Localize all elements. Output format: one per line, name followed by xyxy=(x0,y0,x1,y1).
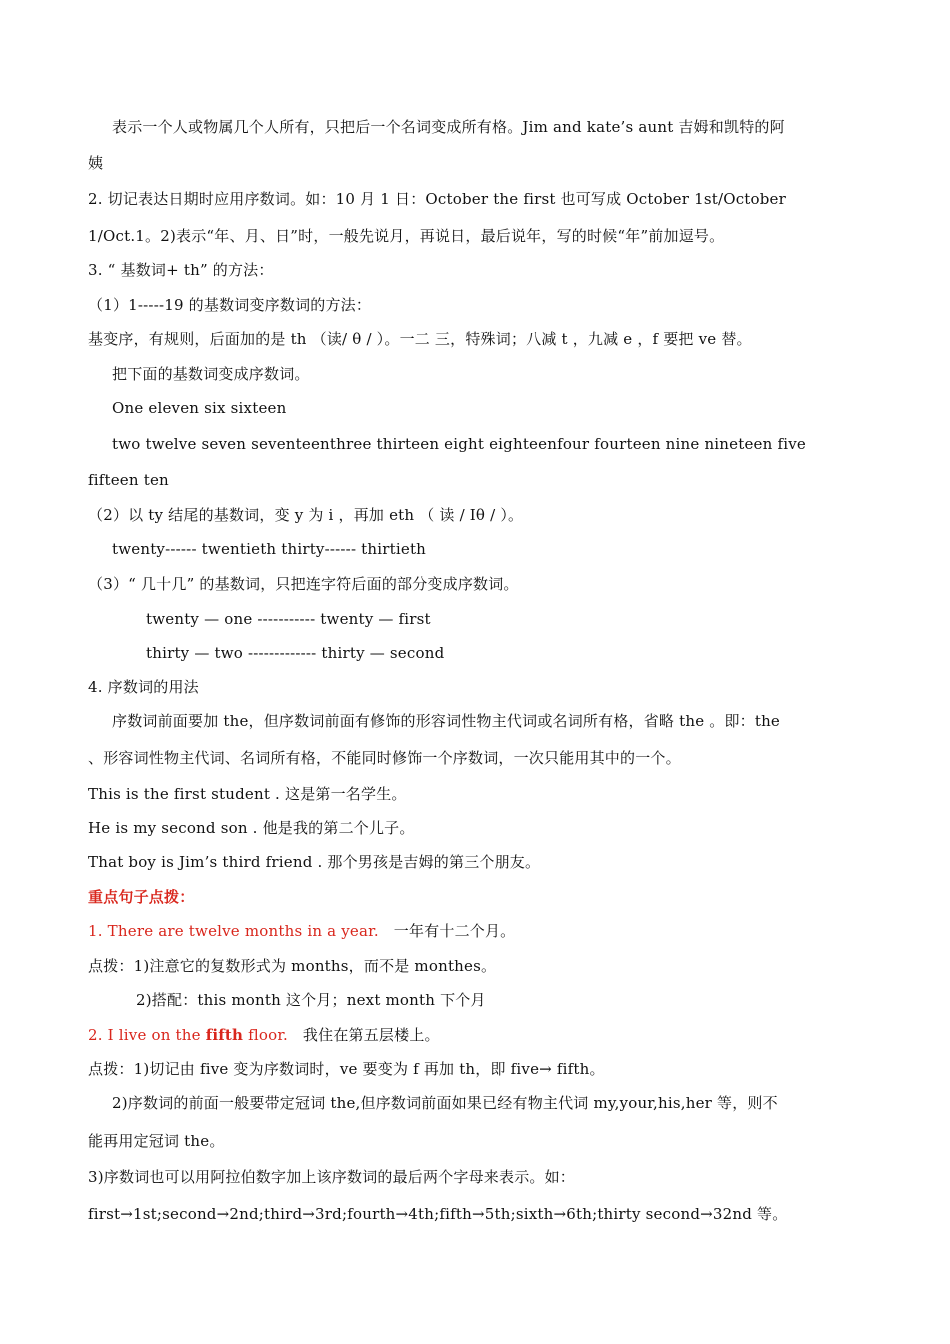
tip-line: 点拨：1)注意它的复数形式为 months，而不是 monthes。 xyxy=(88,957,497,975)
tip-line: 3)序数词也可以用阿拉伯数字加上该序数词的最后两个字母来表示。如： xyxy=(88,1168,575,1186)
example-sentence: This is the first student . 这是第一名学生。 xyxy=(88,785,407,803)
paragraph-line: twenty------ twentieth thirty------ thirtieth xyxy=(112,540,427,558)
paragraph-line: 3. “ 基数词+ th” 的方法： xyxy=(88,261,274,279)
key-sentence-2-start: 2. I live on the xyxy=(88,1026,206,1044)
paragraph-line: two twelve seven seventeenthree thirteen eight eighteenfour fourteen nine nineteen five xyxy=(112,435,806,453)
paragraph-line: （2）以 ty 结尾的基数词，变 y 为 i ，再加 eth （ 读 / Iθ / ）。 xyxy=(88,506,524,524)
paragraph-line: （3）“ 几十几” 的基数词，只把连字符后面的部分变成序数词。 xyxy=(88,575,519,593)
paragraph-line: 姨 xyxy=(88,154,104,172)
paragraph-line: 2. 切记表达日期时应用序数词。如：10 月 1 日：October the first 也可写成 October 1st/October xyxy=(88,190,787,208)
key-sentence-2-english xyxy=(88,1026,288,1044)
section-title: 重点句子点拨： xyxy=(88,888,195,906)
paragraph-line: 4. 序数词的用法 xyxy=(88,678,199,696)
paragraph-line: 序数词前面要加 the，但序数词前面有修饰的形容词性物主代词或名词所有格，省略 the 。即：the xyxy=(112,712,781,730)
paragraph-line: 基变序，有规则，后面加的是 th （读/ θ / ）。一二 三，特殊词；八减 t ，九减 e ，f 要把 ve 替。 xyxy=(88,330,752,348)
key-sentence-1 xyxy=(88,921,515,941)
key-sentence-2 xyxy=(88,1025,440,1045)
tip-line: first→1st;second→2nd;third→3rd;fourth→4th;fifth→5th;sixth→6th;thirty second→32nd 等。 xyxy=(88,1205,788,1223)
key-sentence-1-chinese: 一年有十二个月。 xyxy=(393,922,516,940)
example-sentence: He is my second son . 他是我的第二个儿子。 xyxy=(88,819,415,837)
paragraph-line: 表示一个人或物属几个人所有，只把后一个名词变成所有格。Jim and kate’s aunt 吉姆和凯特的阿 xyxy=(112,118,785,136)
key-sentence-2-chinese: 我住在第五层楼上。 xyxy=(302,1026,440,1044)
key-sentence-2-emphasis: fifth xyxy=(205,1026,244,1044)
paragraph-line: （1）1-----19 的基数词变序数词的方法： xyxy=(88,296,372,314)
paragraph-line: 把下面的基数词变成序数词。 xyxy=(112,365,310,383)
paragraph-line: fifteen ten xyxy=(88,471,169,489)
example-sentence: That boy is Jim’s third friend . 那个男孩是吉姆的第三个朋友。 xyxy=(88,853,541,871)
tip-line: 能再用定冠词 the。 xyxy=(88,1132,225,1150)
tip-line: 2)搭配：this month 这个月；next month 下个月 xyxy=(136,991,486,1009)
paragraph-line: 、形容词性物主代词、名词所有格，不能同时修饰一个序数词，一次只能用其中的一个。 xyxy=(88,749,681,767)
paragraph-line: 1/Oct.1。2)表示“年、月、日”时，一般先说月，再说日，最后说年，写的时候“年”前加逗号。 xyxy=(88,227,725,245)
paragraph-line: twenty — one ----------- twenty — first xyxy=(146,610,431,628)
tip-line: 点拨：1)切记由 five 变为序数词时，ve 要变为 f 再加 th，即 five→ fifth。 xyxy=(88,1060,605,1078)
key-sentence-2-end: floor. xyxy=(243,1026,289,1044)
key-sentence-1-english: 1. There are twelve months in a year. xyxy=(88,922,379,940)
paragraph-line: thirty — two ------------- thirty — second xyxy=(146,644,445,662)
paragraph-line: One eleven six sixteen xyxy=(112,399,287,417)
tip-line: 2)序数词的前面一般要带定冠词 the,但序数词前面如果已经有物主代词 my,your,his,her 等，则不 xyxy=(112,1094,778,1112)
